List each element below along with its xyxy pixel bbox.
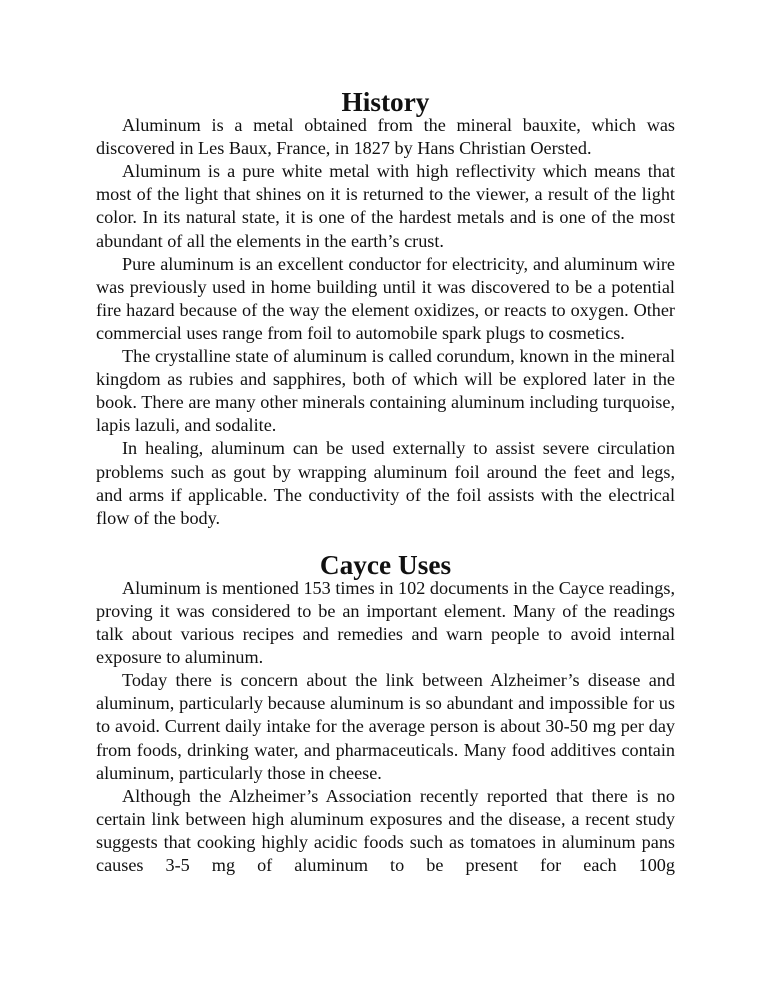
history-paragraph-5: In healing, aluminum can be used externally to assist severe circulation problems such as gout by wrapping aluminum foil around the feet and legs, and arms if applicable. The conductivity of the foil assists with the electrical flow of the body.	[96, 438, 675, 528]
page-body	[96, 87, 675, 877]
history-section	[96, 87, 675, 530]
cayce-uses-heading: Cayce Uses	[319, 549, 452, 580]
history-paragraph-3: Pure aluminum is an excellent conductor for electricity, and aluminum wire was previously used in home building until it was discovered to be a potential fire hazard because of the way the element oxidizes, or reacts to oxygen. Other commercial uses range from foil to automobile spark plugs to cosmetics.	[96, 253, 675, 343]
cayce-uses-section	[96, 549, 675, 877]
cayce-paragraph-1: Aluminum is mentioned 153 times in 102 documents in the Cayce readings, proving it was considered to be an important element. Many of the readings talk about various recipes and remedies and warn people to avoid internal exposure to aluminum.	[96, 577, 675, 668]
history-paragraph-2: Aluminum is a pure white metal with high reflectivity which means that most of the light that shines on it is returned to the viewer, a result of the light color. In its natural state, it is one of the hardest metals and is one of the most abundant of all the elements in the earth’s crust.	[96, 161, 675, 251]
history-heading: History	[341, 87, 430, 117]
cayce-paragraph-3: Although the Alzheimer’s Association recently reported that there is no certain link between high aluminum exposures and the disease, a recent study suggests that cooking highly acidic foods such as tomatoes in aluminum pans causes 3-5 mg of aluminum to be present for each 100g	[96, 785, 675, 875]
history-paragraph-4: The crystalline state of aluminum is called corundum, known in the mineral kingdom as rubies and sapphires, both of which will be explored later in the book. There are many other minerals containing aluminum including turquoise, lapis lazuli, and sodalite.	[96, 346, 675, 436]
cayce-paragraph-2: Today there is concern about the link between Alzheimer’s disease and aluminum, particularly because aluminum is so abundant and impossible for us to avoid. Current daily intake for the average person is about 30-50 mg per day from foods, drinking water, and pharmaceuticals. Many food additives contain aluminum, particularly those in cheese.	[96, 670, 675, 783]
history-paragraph-1: Aluminum is a metal obtained from the mineral bauxite, which was discovered in Les Baux, France, in 1827 by Hans Christian Oersted.	[96, 115, 675, 159]
